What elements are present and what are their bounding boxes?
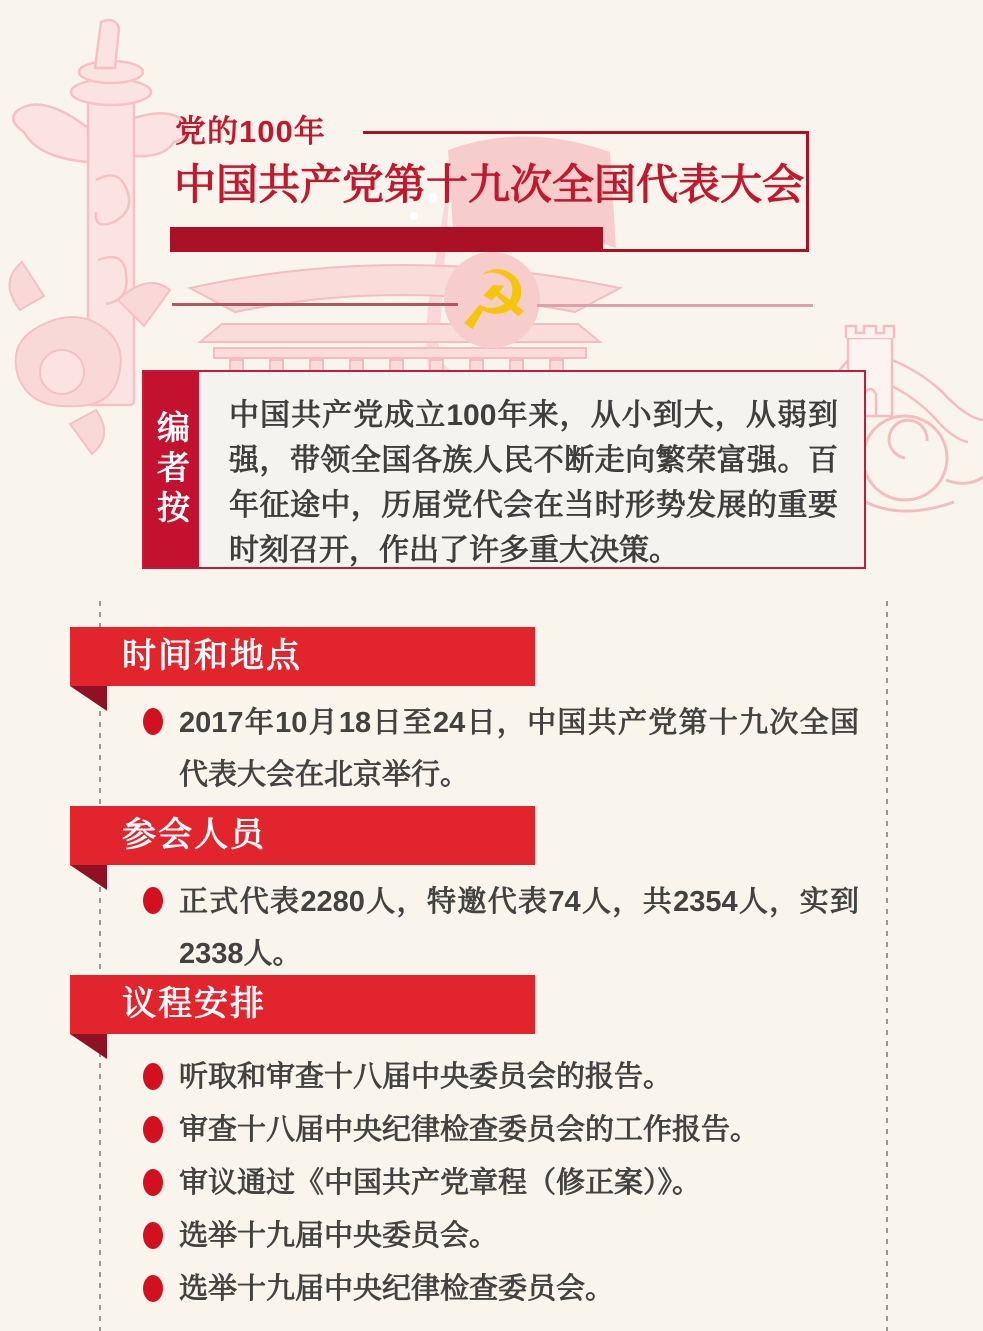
list-item [143, 697, 859, 801]
agenda-list [143, 1057, 883, 1322]
series-kicker: 党的100年 [175, 114, 326, 149]
list-item-text: 选举十九届中央纪律检查委员会。 [179, 1273, 615, 1305]
list-item-text: 正式代表2280人，特邀代表74人，共2354人，实到2338人。 [179, 886, 859, 970]
list-item [143, 1163, 883, 1203]
section-ribbon-participants: 参会人员 [70, 806, 535, 865]
editor-note-text: 中国共产党成立100年来，从小到大，从弱到强，带领全国各族人民不断走向繁荣富强。百年征途中，历届党代会在当时形势发展的重要时刻召开，作出了许多重大决策。 [229, 399, 838, 567]
bullet-dot-icon [143, 708, 163, 735]
divider-line-left [172, 303, 458, 306]
list-item [143, 1216, 883, 1256]
editor-note-box [142, 370, 866, 569]
section-ribbon-time-place: 时间和地点 [70, 627, 535, 686]
list-item [143, 1057, 883, 1097]
list-item-text: 审议通过《中国共产党章程（修正案）》。 [179, 1167, 702, 1199]
bullet-dot-icon [143, 887, 163, 914]
bullet-dot-icon [143, 1116, 163, 1143]
list-item-text: 选举十九届中央委员会。 [179, 1220, 499, 1252]
list-item [143, 876, 859, 980]
page-title: 中国共产党第十九次全国代表大会 [174, 161, 805, 208]
list-item-text: 听取和审查十八届中央委员会的报告。 [179, 1061, 673, 1093]
bullet-dot-icon [143, 1063, 163, 1090]
list-item [143, 1110, 883, 1150]
list-item-text: 2017年10月18日至24日，中国共产党第十九次全国代表大会在北京举行。 [179, 707, 859, 791]
title-underline-bar [170, 227, 603, 252]
divider-line-right [537, 304, 813, 307]
editor-note-label: 编者按 [144, 372, 199, 567]
list-item [143, 1269, 883, 1309]
party-emblem-icon: ☭ [457, 254, 531, 349]
bullet-dot-icon [143, 1275, 163, 1302]
bullet-dot-icon [143, 1169, 163, 1196]
dotted-guide-right [886, 601, 888, 1331]
bullet-dot-icon [143, 1222, 163, 1249]
section-ribbon-agenda: 议程安排 [70, 975, 535, 1034]
list-item-text: 审查十八届中央纪律检查委员会的工作报告。 [179, 1114, 760, 1146]
